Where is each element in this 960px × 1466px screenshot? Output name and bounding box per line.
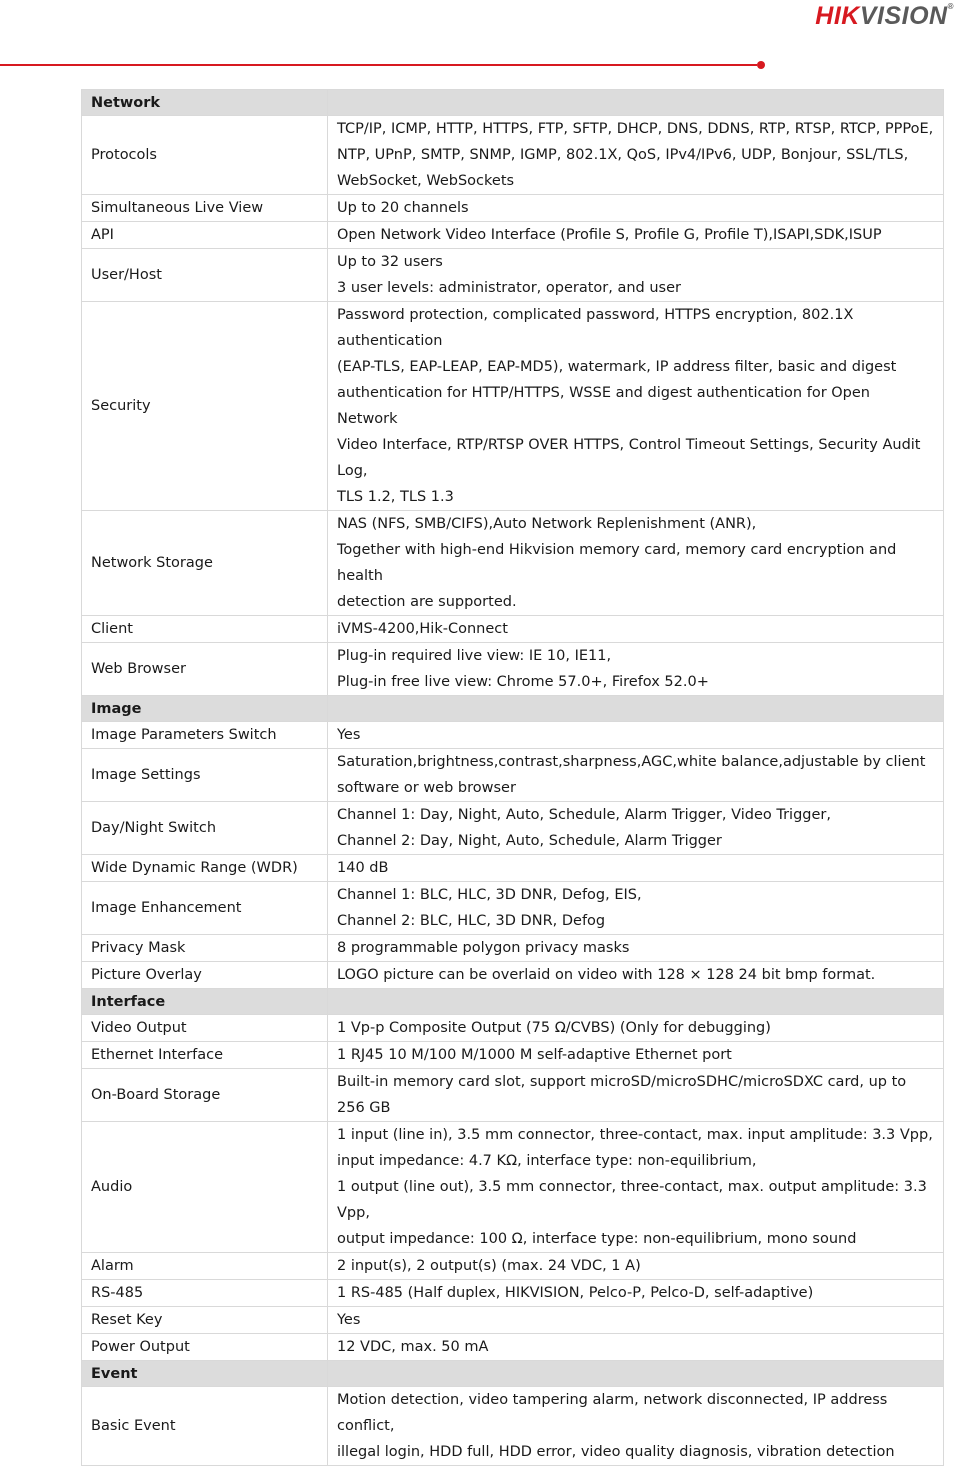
- spec-row: [82, 643, 944, 696]
- spec-value: [328, 962, 944, 989]
- section-header: [82, 989, 944, 1015]
- spec-value-line: 1 RJ45 10 M/100 M/1000 M self-adaptive Ethernet port: [337, 1047, 732, 1063]
- spec-key: Security: [82, 302, 328, 511]
- spec-value-line: Channel 1: BLC, HLC, 3D DNR, Defog, EIS,: [337, 887, 642, 903]
- spec-value: [328, 222, 944, 249]
- spec-value-line: Up to 20 channels: [337, 200, 469, 216]
- spec-value: [328, 616, 944, 643]
- spec-row: [82, 935, 944, 962]
- hikvision-logo: HIKVISION®: [815, 2, 954, 30]
- spec-value: [328, 722, 944, 749]
- spec-value: [328, 1253, 944, 1280]
- section-title: Image: [82, 696, 328, 722]
- spec-value-line: Open Network Video Interface (Profile S, Profile G, Profile T),ISAPI,SDK,ISUP: [337, 227, 882, 243]
- spec-key: Simultaneous Live View: [82, 195, 328, 222]
- spec-row: [82, 749, 944, 802]
- spec-row: [82, 1253, 944, 1280]
- spec-value-line: output impedance: 100 Ω, interface type: non-equilibrium, mono sound: [337, 1231, 857, 1247]
- spec-row: [82, 1042, 944, 1069]
- spec-value: [328, 511, 944, 616]
- spec-value: [328, 1122, 944, 1253]
- spec-key: Power Output: [82, 1334, 328, 1361]
- spec-value-line: LOGO picture can be overlaid on video with 128 × 128 24 bit bmp format.: [337, 967, 876, 983]
- spec-key: Basic Event: [82, 1387, 328, 1466]
- spec-key: On-Board Storage: [82, 1069, 328, 1122]
- spec-value: [328, 1280, 944, 1307]
- spec-key: Audio: [82, 1122, 328, 1253]
- spec-value-line: Yes: [337, 727, 361, 743]
- spec-key: Wide Dynamic Range (WDR): [82, 855, 328, 882]
- spec-value: [328, 1069, 944, 1122]
- spec-key: User/Host: [82, 249, 328, 302]
- spec-value-line: Yes: [337, 1312, 361, 1328]
- section-header: [82, 1361, 944, 1387]
- spec-value-line: software or web browser: [337, 780, 516, 796]
- spec-value-line: input impedance: 4.7 KΩ, interface type: non-equilibrium,: [337, 1153, 757, 1169]
- spec-value-line: iVMS-4200,Hik-Connect: [337, 621, 508, 637]
- spec-key: Web Browser: [82, 643, 328, 696]
- spec-row: [82, 855, 944, 882]
- spec-key: Alarm: [82, 1253, 328, 1280]
- spec-value-line: Together with high-end Hikvision memory card, memory card encryption and health: [337, 542, 897, 584]
- spec-key: API: [82, 222, 328, 249]
- spec-value-line: Video Interface, RTP/RTSP OVER HTTPS, Control Timeout Settings, Security Audit Log,: [337, 437, 921, 479]
- spec-key: Picture Overlay: [82, 962, 328, 989]
- spec-row: [82, 195, 944, 222]
- spec-row: [82, 1280, 944, 1307]
- spec-key: Reset Key: [82, 1307, 328, 1334]
- spec-value-line: Motion detection, video tampering alarm, network disconnected, IP address conflict,: [337, 1392, 888, 1434]
- spec-row: [82, 962, 944, 989]
- spec-row: [82, 722, 944, 749]
- spec-row: [82, 1387, 944, 1466]
- spec-key: Ethernet Interface: [82, 1042, 328, 1069]
- spec-key: Client: [82, 616, 328, 643]
- spec-value-line: 3 user levels: administrator, operator, and user: [337, 280, 681, 296]
- section-title: Network: [82, 90, 328, 116]
- spec-row: [82, 1015, 944, 1042]
- header-divider-dot: [757, 61, 765, 69]
- spec-value: [328, 1334, 944, 1361]
- spec-value-line: 12 VDC, max. 50 mA: [337, 1339, 489, 1355]
- spec-value-line: 1 output (line out), 3.5 mm connector, three-contact, max. output amplitude: 3.3 Vpp,: [337, 1179, 927, 1221]
- spec-value: [328, 935, 944, 962]
- spec-row: [82, 249, 944, 302]
- spec-value: [328, 1015, 944, 1042]
- spec-value: [328, 1042, 944, 1069]
- spec-value-line: 2 input(s), 2 output(s) (max. 24 VDC, 1 A): [337, 1258, 641, 1274]
- section-title: Event: [82, 1361, 328, 1387]
- spec-value: [328, 249, 944, 302]
- spec-value: [328, 882, 944, 935]
- spec-key: RS-485: [82, 1280, 328, 1307]
- section-header: [82, 90, 944, 116]
- spec-value-line: NAS (NFS, SMB/CIFS),Auto Network Replenishment (ANR),: [337, 516, 757, 532]
- spec-value: [328, 116, 944, 195]
- spec-key: Day/Night Switch: [82, 802, 328, 855]
- spec-row: [82, 1307, 944, 1334]
- spec-value: [328, 1387, 944, 1466]
- spec-value-line: TCP/IP, ICMP, HTTP, HTTPS, FTP, SFTP, DHCP, DNS, DDNS, RTP, RTSP, RTCP, PPPoE,: [337, 121, 934, 137]
- spec-value-line: WebSocket, WebSockets: [337, 173, 515, 189]
- spec-value: [328, 749, 944, 802]
- section-spacer: [328, 90, 944, 116]
- spec-value: [328, 195, 944, 222]
- section-spacer: [328, 1361, 944, 1387]
- spec-row: [82, 882, 944, 935]
- spec-value-line: Channel 1: Day, Night, Auto, Schedule, Alarm Trigger, Video Trigger,: [337, 807, 831, 823]
- spec-row: [82, 1069, 944, 1122]
- spec-row: [82, 116, 944, 195]
- spec-value-line: Built-in memory card slot, support microSD/microSDHC/microSDXC card, up to 256 GB: [337, 1074, 907, 1116]
- spec-row: [82, 1122, 944, 1253]
- spec-value-line: Channel 2: BLC, HLC, 3D DNR, Defog: [337, 913, 606, 929]
- spec-row: [82, 302, 944, 511]
- section-spacer: [328, 989, 944, 1015]
- spec-value: [328, 643, 944, 696]
- spec-key: Image Settings: [82, 749, 328, 802]
- spec-value: [328, 302, 944, 511]
- spec-value-line: Channel 2: Day, Night, Auto, Schedule, Alarm Trigger: [337, 833, 722, 849]
- spec-value-line: Password protection, complicated password, HTTPS encryption, 802.1X authentication: [337, 307, 854, 349]
- spec-value-line: Saturation,brightness,contrast,sharpness,AGC,white balance,adjustable by client: [337, 754, 926, 770]
- spec-value-line: detection are supported.: [337, 594, 517, 610]
- header-divider: [0, 64, 757, 66]
- spec-value-line: NTP, UPnP, SMTP, SNMP, IGMP, 802.1X, QoS, IPv4/IPv6, UDP, Bonjour, SSL/TLS,: [337, 147, 909, 163]
- section-header: [82, 696, 944, 722]
- spec-value-line: illegal login, HDD full, HDD error, video quality diagnosis, vibration detection: [337, 1444, 895, 1460]
- section-title: Interface: [82, 989, 328, 1015]
- spec-key: Image Parameters Switch: [82, 722, 328, 749]
- spec-key: Image Enhancement: [82, 882, 328, 935]
- spec-value-line: 1 RS-485 (Half duplex, HIKVISION, Pelco-P, Pelco-D, self-adaptive): [337, 1285, 814, 1301]
- spec-value-line: Up to 32 users: [337, 254, 443, 270]
- section-spacer: [328, 696, 944, 722]
- spec-value: [328, 855, 944, 882]
- spec-value-line: 1 Vp-p Composite Output (75 Ω/CVBS) (Only for debugging): [337, 1020, 771, 1036]
- spec-key: Privacy Mask: [82, 935, 328, 962]
- spec-value-line: 8 programmable polygon privacy masks: [337, 940, 630, 956]
- spec-table: [81, 89, 944, 1466]
- spec-row: [82, 1334, 944, 1361]
- spec-value-line: Plug-in free live view: Chrome 57.0+, Firefox 52.0+: [337, 674, 709, 690]
- spec-value-line: 1 input (line in), 3.5 mm connector, three-contact, max. input amplitude: 3.3 Vpp,: [337, 1127, 933, 1143]
- spec-row: [82, 616, 944, 643]
- spec-row: [82, 511, 944, 616]
- spec-row: [82, 222, 944, 249]
- spec-value-line: Plug-in required live view: IE 10, IE11,: [337, 648, 612, 664]
- spec-value-line: TLS 1.2, TLS 1.3: [337, 489, 454, 505]
- spec-value-line: (EAP-TLS, EAP-LEAP, EAP-MD5), watermark, IP address filter, basic and digest: [337, 359, 897, 375]
- spec-value-line: 140 dB: [337, 860, 389, 876]
- spec-key: Video Output: [82, 1015, 328, 1042]
- spec-value: [328, 1307, 944, 1334]
- spec-value-line: authentication for HTTP/HTTPS, WSSE and digest authentication for Open Network: [337, 385, 870, 427]
- spec-row: [82, 802, 944, 855]
- spec-key: Network Storage: [82, 511, 328, 616]
- spec-value: [328, 802, 944, 855]
- spec-key: Protocols: [82, 116, 328, 195]
